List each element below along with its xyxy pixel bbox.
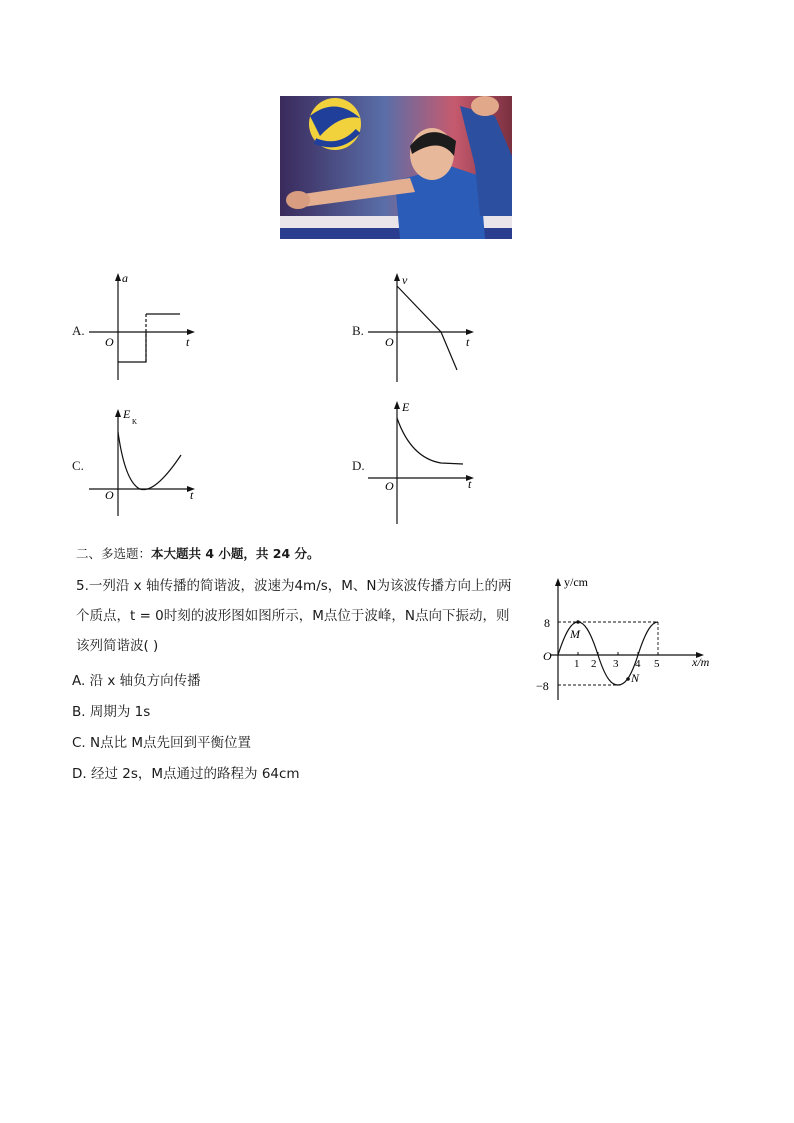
graph-c xyxy=(85,402,200,520)
choice-a[interactable]: A. 沿 x 轴负方向传播 xyxy=(72,673,201,689)
graph-c-y-sub: K xyxy=(132,418,138,426)
option-c-label: C. xyxy=(72,458,84,473)
section-heading xyxy=(76,544,320,562)
wave-x-label: x/m xyxy=(692,655,710,669)
wave-y-label: y/cm xyxy=(564,575,588,589)
section-bold: 本大题共 4 小题，共 24 分。 xyxy=(151,546,320,561)
question-line-3: 该列简谐波( ) xyxy=(76,638,159,654)
wave-point-n: N xyxy=(631,671,640,685)
graph-c-x-label: t xyxy=(190,488,194,502)
graph-a-y-label: a xyxy=(122,271,128,285)
graph-d-origin: O xyxy=(385,479,394,493)
graph-b xyxy=(366,270,481,385)
graph-a-x-label: t xyxy=(186,335,190,349)
choice-b[interactable]: B. 周期为 1s xyxy=(72,704,151,720)
graph-d xyxy=(366,398,481,526)
graph-b-y-label: v xyxy=(402,273,408,287)
wave-x-tick-1: 1 xyxy=(574,658,580,670)
wave-y-tick-neg8: −8 xyxy=(536,679,549,693)
wave-origin: O xyxy=(543,649,552,663)
option-d-label: D. xyxy=(352,458,365,473)
graph-d-y-label: E xyxy=(402,400,410,414)
wave-graph xyxy=(530,570,730,705)
wave-x-tick-4: 4 xyxy=(635,658,641,670)
graph-c-origin: O xyxy=(105,488,114,502)
wave-y-tick-8: 8 xyxy=(544,616,550,630)
volleyball-photo xyxy=(280,96,512,239)
section-prefix: 二、多选题： xyxy=(76,546,152,561)
graph-c-y-label: E xyxy=(123,407,131,421)
option-b-label: B. xyxy=(352,323,364,338)
option-a-label: A. xyxy=(72,323,85,338)
wave-point-m: M xyxy=(570,627,580,641)
graph-a-origin: O xyxy=(105,335,114,349)
graph-a xyxy=(85,270,200,385)
question-line-1: 5.一列沿 x 轴传播的简谐波，波速为4m/s，M、N为该波传播方向上的两 xyxy=(76,578,512,594)
wave-x-tick-2: 2 xyxy=(591,658,597,670)
wave-x-tick-5: 5 xyxy=(654,658,660,670)
choice-c[interactable]: C. N点比 M点先回到平衡位置 xyxy=(72,735,252,751)
question-line-2: 个质点，t = 0时刻的波形图如图所示，M点位于波峰，N点向下振动，则 xyxy=(76,608,510,624)
graph-b-x-label: t xyxy=(466,335,470,349)
wave-x-tick-3: 3 xyxy=(613,658,619,670)
graph-d-x-label: t xyxy=(468,477,472,491)
choice-d[interactable]: D. 经过 2s，M点通过的路程为 64cm xyxy=(72,766,300,782)
graph-b-origin: O xyxy=(385,335,394,349)
